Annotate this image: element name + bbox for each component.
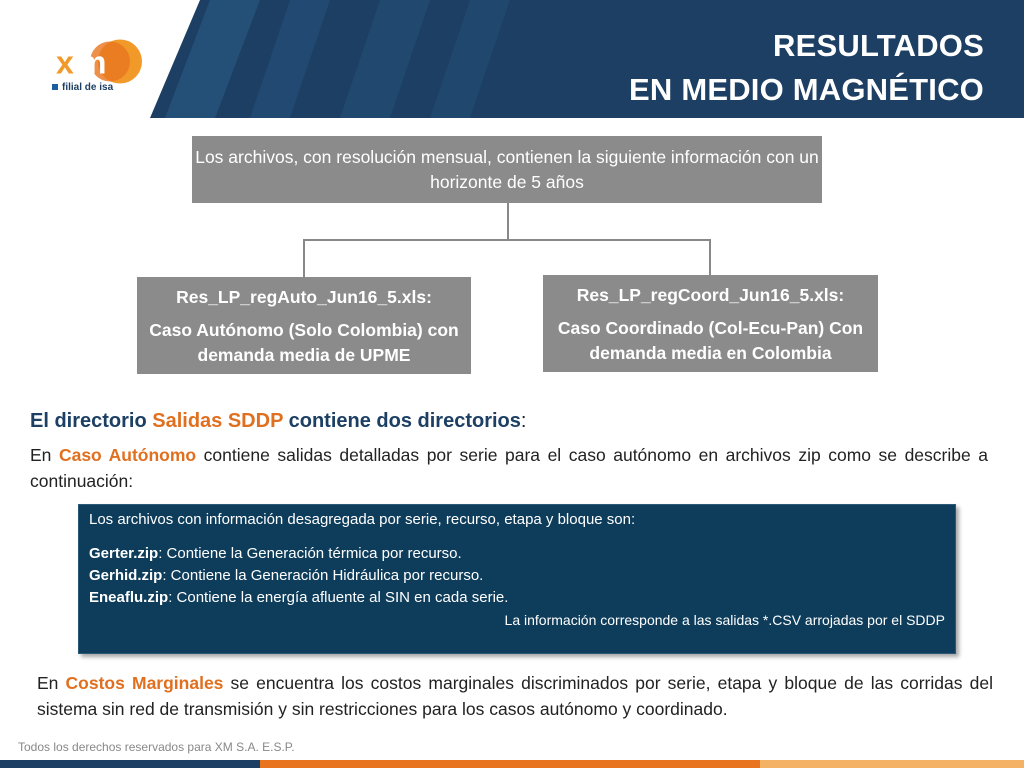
svg-text:m: m	[78, 44, 107, 81]
paragraph-autonomo: En Caso Autónomo contiene salidas detalladas por serie para el caso autónomo en archivos zip como se describe a continuación:	[30, 445, 988, 491]
list-item: Eneaflu.zip: Contiene la energía afluente al SIN en cada serie.	[89, 589, 509, 606]
svg-text:x: x	[56, 44, 74, 81]
file-name: Res_LP_regAuto_Jun16_5.xls:	[176, 287, 432, 307]
paragraph-costos: En Costos Marginales se encuentra los costos marginales discriminados por serie, etapa y bloque de las corridas del sistema sin red de transmisión y sin restricciones para los casos autónomo y coordinado.	[37, 673, 993, 719]
info-box	[78, 504, 956, 654]
connector-line	[303, 239, 305, 277]
connector-line	[709, 239, 711, 275]
file-box-autonomo	[137, 277, 471, 374]
file-box-coordinado	[543, 275, 878, 372]
info-intro: Los archivos con información desagregada por serie, recurso, etapa y bloque son:	[89, 511, 636, 528]
file-desc: Caso Coordinado (Col-Ecu-Pan) Con demanda media en Colombia	[557, 318, 864, 363]
connector-line	[507, 203, 509, 239]
diagram-top-box: Los archivos, con resolución mensual, contienen la siguiente información con un horizonte de 5 años	[192, 136, 822, 203]
file-name: Res_LP_regCoord_Jun16_5.xls:	[576, 285, 845, 305]
connector-line	[303, 239, 711, 241]
info-note: La información corresponde a las salidas *.CSV arrojadas por el SDDP	[504, 612, 945, 628]
footer-text: Todos los derechos reservados para XM S.A. E.S.P.	[18, 740, 295, 754]
logo-subtext: filial de isa	[52, 82, 113, 93]
section-heading: El directorio Salidas SDDP contiene dos directorios:	[30, 410, 527, 432]
file-desc: Caso Autónomo (Solo Colombia) con demanda media de UPME	[149, 320, 459, 365]
header	[0, 0, 1024, 118]
page-title	[629, 24, 984, 112]
title-line-1: RESULTADOS	[773, 28, 984, 63]
title-line-2: EN MEDIO MAGNÉTICO	[629, 72, 984, 107]
list-item: Gerter.zip: Contiene la Generación térmica por recurso.	[89, 545, 462, 562]
footer-bar	[0, 760, 1024, 768]
list-item: Gerhid.zip: Contiene la Generación Hidráulica por recurso.	[89, 567, 484, 584]
